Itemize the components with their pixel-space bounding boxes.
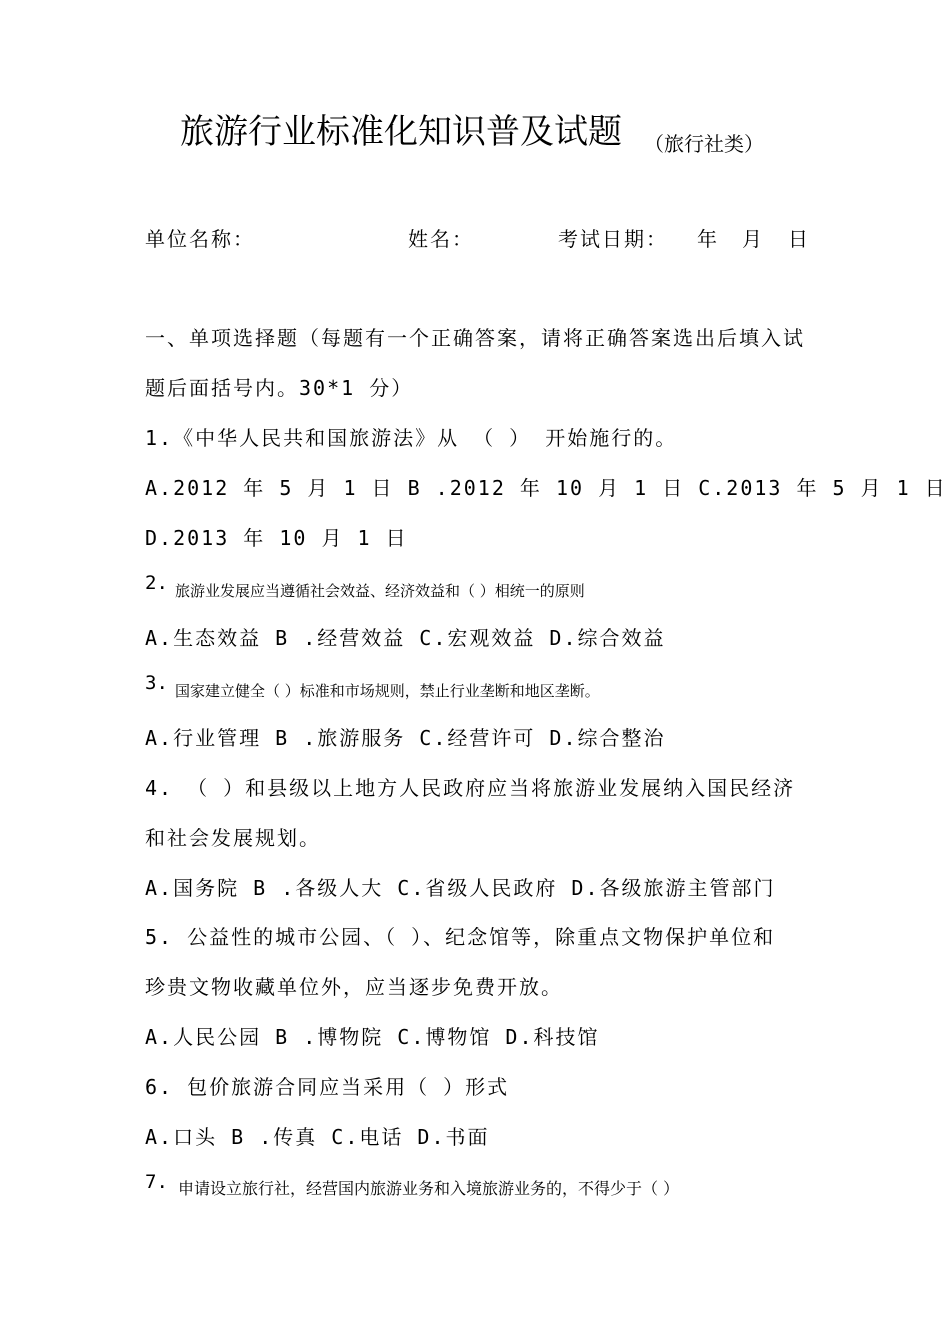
q1-stem: 1.《中华人民共和国旅游法》从 （ ） 开始施行的。 <box>145 426 678 450</box>
q1-options-line2: D.2013 年 10 月 1 日 <box>145 526 408 550</box>
q3-options: A.行业管理 B .旅游服务 C.经营许可 D.综合整治 <box>145 726 666 750</box>
q6-stem: 6. 包价旅游合同应当采用（ ）形式 <box>145 1075 510 1099</box>
q3-stem: 国家建立健全（ ）标准和市场规则，禁止行业垄断和地区垄断。 <box>175 682 600 700</box>
q7-number: 7. <box>145 1171 168 1193</box>
q1-options-line1: A.2012 年 5 月 1 日 B .2012 年 10 月 1 日 C.2013 年 5 月 1 日 <box>145 476 947 500</box>
q4-stem-line2: 和社会发展规划。 <box>145 826 321 850</box>
q2-options: A.生态效益 B .经营效益 C.宏观效益 D.综合效益 <box>145 626 666 650</box>
q5-stem-line1: 5. 公益性的城市公园、（ ）、纪念馆等，除重点文物保护单位和 <box>145 925 776 949</box>
section-heading-line1: 一、单项选择题（每题有一个正确答案，请将正确答案选出后填入试 <box>145 326 805 350</box>
date-label: 考试日期： <box>558 227 668 251</box>
page-title: 旅游行业标准化知识普及试题 <box>180 112 622 152</box>
q3-number: 3. <box>145 672 168 694</box>
q5-stem-line2: 珍贵文物收藏单位外，应当逐步免费开放。 <box>145 975 563 999</box>
name-label: 姓名： <box>408 227 474 251</box>
day-label: 日 <box>788 227 810 251</box>
q2-stem: 旅游业发展应当遵循社会效益、经济效益和（ ）相统一的原则 <box>175 582 585 600</box>
section-heading-line2: 题后面括号内。30*1 分） <box>145 376 414 400</box>
q4-options: A.国务院 B .各级人大 C.省级人民政府 D.各级旅游主管部门 <box>145 876 776 900</box>
month-label: 月 <box>742 227 764 251</box>
q4-stem-line1: 4. （ ）和县级以上地方人民政府应当将旅游业发展纳入国民经济 <box>145 776 796 800</box>
q5-options: A.人民公园 B .博物院 C.博物馆 D.科技馆 <box>145 1025 600 1049</box>
q2-number: 2. <box>145 572 168 594</box>
year-label: 年 <box>697 227 719 251</box>
q6-options: A.口头 B .传真 C.电话 D.书面 <box>145 1125 490 1149</box>
q7-stem: 申请设立旅行社，经营国内旅游业务和入境旅游业务的，不得少于（ ） <box>178 1179 680 1198</box>
page-subtitle: （旅行社类） <box>644 132 764 156</box>
unit-label: 单位名称： <box>145 227 255 251</box>
